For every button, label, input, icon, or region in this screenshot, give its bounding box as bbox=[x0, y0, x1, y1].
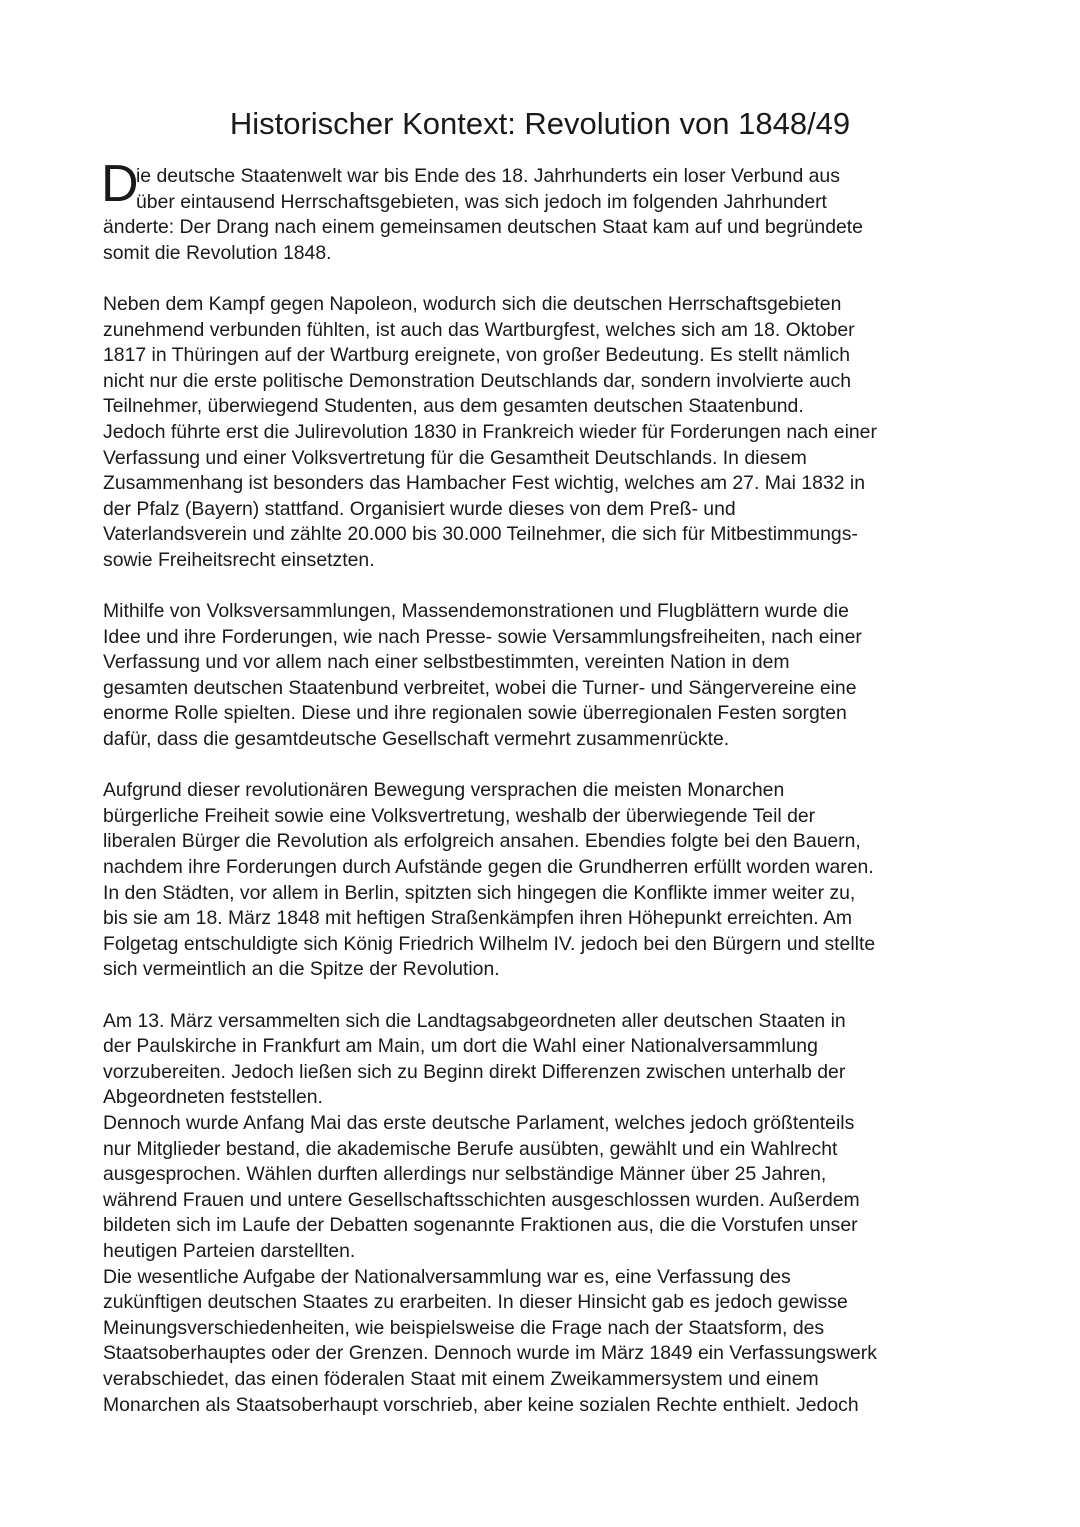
paragraph bbox=[103, 1009, 1003, 1419]
text-line: Vaterlandsverein und zählte 20.000 bis 30.000 Teilnehmer, die sich für Mitbestimmungs- bbox=[103, 523, 858, 546]
text-line: Verfassung und einer Volksvertretung für die Gesamtheit Deutschlands. In diesem bbox=[103, 446, 807, 469]
text-line: dafür, dass die gesamtdeutsche Gesellschaft vermehrt zusammenrückte. bbox=[103, 728, 730, 751]
paragraph-gap bbox=[103, 753, 1003, 779]
text-line: Am 13. März versammelten sich die Landtagsabgeordneten aller deutschen Staaten in bbox=[103, 1009, 846, 1032]
text-line: Teilnehmer, überwiegend Studenten, aus dem gesamten deutschen Staatenbund. bbox=[103, 395, 804, 418]
text-line: Idee und ihre Forderungen, wie nach Presse- sowie Versammlungsfreiheiten, nach einer bbox=[103, 625, 862, 648]
paragraph bbox=[103, 599, 1003, 753]
text-line: nur Mitglieder bestand, die akademische Berufe ausübten, gewählt und ein Wahlrecht bbox=[103, 1137, 838, 1160]
text-line: Folgetag entschuldigte sich König Friedrich Wilhelm IV. jedoch bei den Bürgern und stellte bbox=[103, 932, 876, 955]
text-line: sowie Freiheitsrecht einsetzten. bbox=[103, 548, 375, 571]
text-line: Zusammenhang ist besonders das Hambacher Fest wichtig, welches am 27. Mai 1832 in bbox=[103, 472, 865, 495]
text-line: sich vermeintlich an die Spitze der Revolution. bbox=[103, 958, 500, 981]
text-line: vorzubereiten. Jedoch ließen sich zu Beginn direkt Differenzen zwischen unterhalb der bbox=[103, 1060, 846, 1083]
text-line: nicht nur die erste politische Demonstration Deutschlands dar, sondern involvierte auch bbox=[103, 369, 852, 392]
text-line: bildeten sich im Laufe der Debatten sogenannte Fraktionen aus, die die Vorstufen unser bbox=[103, 1214, 858, 1237]
text-line: nachdem ihre Forderungen durch Aufstände gegen die Grundherren erfüllt worden waren. bbox=[103, 856, 874, 879]
text-line: der Pfalz (Bayern) stattfand. Organisiert wurde dieses von dem Preß- und bbox=[103, 497, 736, 520]
text-line: liberalen Bürger die Revolution als erfolgreich ansahen. Ebendies folgte bei den Bauern, bbox=[103, 830, 861, 853]
text-line: zunehmend verbunden fühlten, ist auch das Wartburgfest, welches sich am 18. Oktober bbox=[103, 318, 855, 341]
paragraph-gap bbox=[103, 574, 1003, 600]
page-title: Historischer Kontext: Revolution von 1848/49 bbox=[229, 106, 851, 141]
text-line: verabschiedet, das einen föderalen Staat mit einem Zweikammersystem und einem bbox=[103, 1367, 819, 1390]
text-line: In den Städten, vor allem in Berlin, spitzten sich hingegen die Konflikte immer weiter zu, bbox=[103, 881, 856, 904]
text-line: zukünftigen deutschen Staates zu erarbeiten. In dieser Hinsicht gab es jedoch gewisse bbox=[103, 1291, 848, 1314]
text-line: Abgeordneten feststellen. bbox=[103, 1086, 323, 1109]
text-line: Mithilfe von Volksversammlungen, Massendemonstrationen und Flugblättern wurde die bbox=[103, 600, 849, 623]
text-line: Staatsoberhauptes oder der Grenzen. Dennoch wurde im März 1849 ein Verfassungswerk bbox=[103, 1342, 877, 1365]
text-line: Aufgrund dieser revolutionären Bewegung versprachen die meisten Monarchen bbox=[103, 779, 785, 802]
text-line: änderte: Der Drang nach einem gemeinsamen deutschen Staat kam auf und begründete bbox=[103, 216, 863, 239]
text-line: während Frauen und untere Gesellschaftsschichten ausgeschlossen wurden. Außerdem bbox=[103, 1188, 860, 1211]
text-line: über eintausend Herrschaftsgebieten, was sich jedoch im folgenden Jahrhundert bbox=[136, 190, 827, 213]
text-line: Neben dem Kampf gegen Napoleon, wodurch sich die deutschen Herrschaftsgebieten bbox=[103, 292, 842, 315]
paragraph-gap bbox=[103, 983, 1003, 1009]
text-line: bis sie am 18. März 1848 mit heftigen Straßenkämpfen ihren Höhepunkt erreichten. Am bbox=[103, 907, 853, 930]
text-line: Meinungsverschiedenheiten, wie beispielsweise die Frage nach der Staatsform, des bbox=[103, 1316, 825, 1339]
paragraph-gap bbox=[103, 266, 1003, 292]
text-line: ausgesprochen. Wählen durften allerdings nur selbständige Männer über 25 Jahren, bbox=[103, 1163, 827, 1186]
document-body bbox=[101, 155, 1003, 1418]
text-line: Dennoch wurde Anfang Mai das erste deutsche Parlament, welches jedoch größtenteils bbox=[103, 1111, 855, 1134]
drop-cap: D bbox=[101, 155, 139, 213]
text-line: der Paulskirche in Frankfurt am Main, um dort die Wahl einer Nationalversammlung bbox=[103, 1035, 818, 1058]
paragraph bbox=[103, 292, 1003, 574]
text-line: gesamten deutschen Staatenbund verbreitet, wobei die Turner- und Sängervereine eine bbox=[103, 676, 857, 699]
text-line: heutigen Parteien darstellten. bbox=[103, 1239, 356, 1262]
paragraphs bbox=[103, 292, 1003, 1418]
text-line: Jedoch führte erst die Julirevolution 1830 in Frankreich wieder für Forderungen nach einer bbox=[103, 420, 877, 443]
text-line: Monarchen als Staatsoberhaupt vorschrieb, aber keine sozialen Rechte enthielt. Jedoch bbox=[103, 1393, 859, 1416]
text-line: Die wesentliche Aufgabe der Nationalversammlung war es, eine Verfassung des bbox=[103, 1265, 791, 1288]
paragraph bbox=[103, 778, 1003, 983]
text-line: 1817 in Thüringen auf der Wartburg ereignete, von großer Bedeutung. Es stellt nämlich bbox=[103, 344, 850, 367]
paragraph-intro bbox=[101, 155, 1003, 266]
text-line-content: ie deutsche Staatenwelt war bis Ende des 18. Jahrhunderts ein loser Verbund aus bbox=[136, 165, 840, 187]
text-line: somit die Revolution 1848. bbox=[103, 241, 332, 264]
text-line: enorme Rolle spielten. Diese und ihre regionalen sowie überregionalen Festen sorgten bbox=[103, 702, 847, 725]
text-line: Verfassung und vor allem nach einer selbstbestimmten, vereinten Nation in dem bbox=[103, 651, 790, 674]
text-line: bürgerliche Freiheit sowie eine Volksvertretung, weshalb der überwiegende Teil der bbox=[103, 804, 816, 827]
